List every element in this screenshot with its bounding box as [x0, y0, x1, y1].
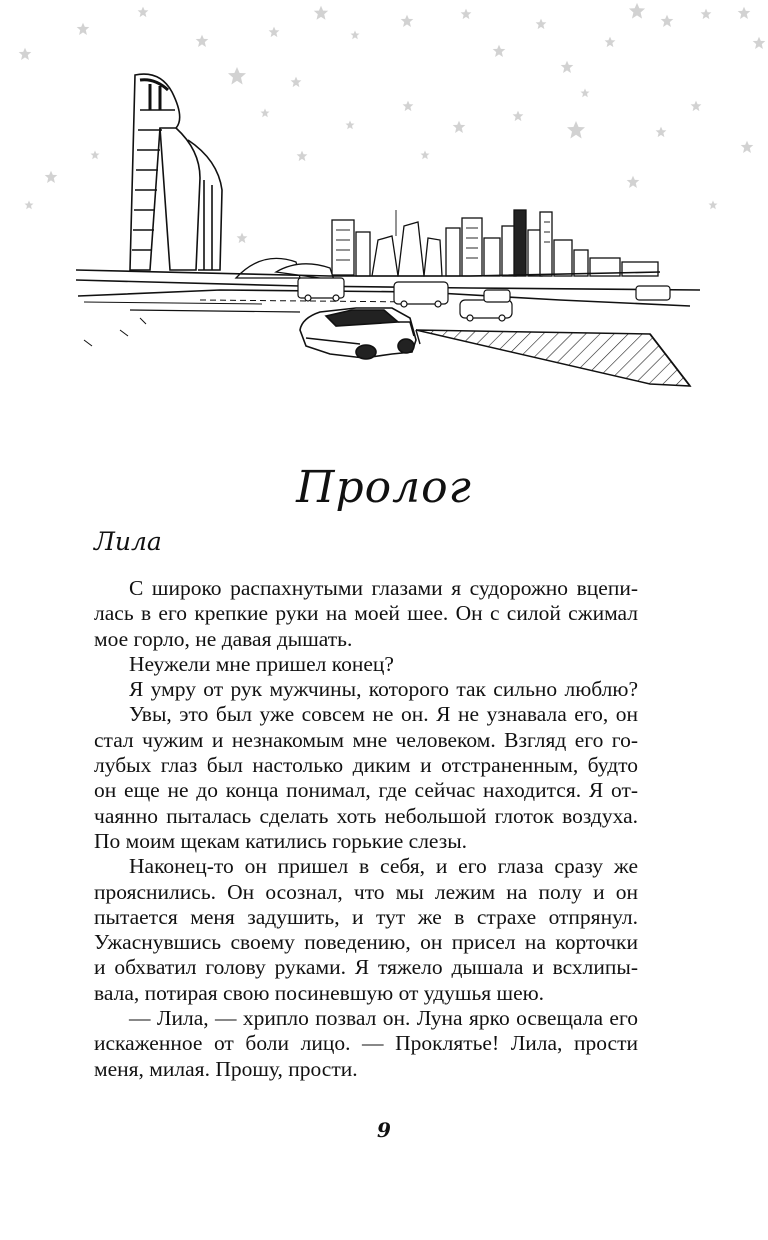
text-line: Ужаснувшись своему поведению, он присел на корточки — [94, 930, 638, 955]
text-line: пытается меня задушить, и тут же в страхе отпрянул. — [94, 904, 638, 929]
paragraph — [94, 1006, 638, 1082]
text-line: Наконец-то он пришел в себя, и его глаза сразу же — [129, 854, 638, 879]
section-name: Лила — [94, 527, 162, 556]
text-line: — Лила, — хрипло позвал он. Луна ярко освещала его — [129, 1006, 638, 1031]
text-line: прояснились. Он осознал, что мы лежим на полу и он — [94, 879, 638, 904]
paragraph — [94, 677, 638, 702]
text-line: Неужели мне пришел конец? — [129, 651, 394, 676]
text-line: По моим щекам катились горькие слезы. — [94, 828, 468, 853]
paragraph — [94, 652, 638, 677]
skyline-buildings — [332, 210, 658, 276]
text-line: С широко распахнутыми глазами я судорожно вцепи- — [129, 576, 638, 600]
text-line: Увы, это был уже совсем не он. Я не узнавала его, он — [129, 702, 638, 727]
tower-illustration — [130, 74, 222, 270]
text-line: искаженное от боли лицо. — Проклятье! Лила, прости — [94, 1031, 638, 1056]
text-line: меня, милая. Прошу, прости. — [94, 1056, 358, 1081]
text-line: мое горло, не давая дышать. — [94, 626, 353, 651]
paragraph — [94, 702, 638, 854]
text-line: стал чужим и незнакомым мне человеком. Взгляд его го- — [94, 727, 638, 752]
body-text — [94, 576, 638, 1082]
text-line: вала, потирая свою посиневшую от удушья шею. — [94, 980, 545, 1005]
paragraph — [94, 854, 638, 1006]
text-line: Я умру от рук мужчины, которого так сильно люблю? — [129, 677, 638, 702]
paragraph — [94, 576, 638, 652]
domes — [236, 258, 334, 280]
text-line: лубых глаз был настолько диким и отстраненным, будто — [94, 753, 638, 778]
text-line: чаянно пыталась сделать хоть небольшой глоток воздуха. — [94, 803, 638, 828]
car-illustration — [300, 308, 416, 359]
page-number: 9 — [377, 1118, 391, 1142]
chapter-title: Пролог — [296, 462, 472, 513]
stars-decoration — [19, 3, 766, 243]
city-skyline-illustration — [0, 0, 768, 420]
text-line: он еще не до конца понимал, где сейчас находится. Я от- — [94, 778, 638, 803]
text-line: и обхватил голову руками. Я тяжело дышала и всхлипы- — [94, 955, 638, 980]
text-line: лась в его крепкие руки на моей шее. Он с силой сжимал — [94, 601, 638, 626]
